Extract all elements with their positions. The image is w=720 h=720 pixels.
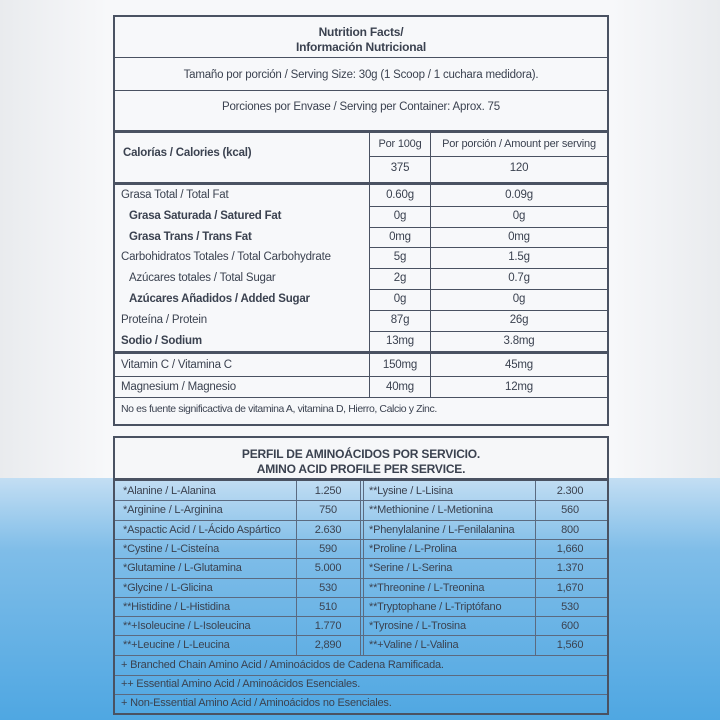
amino-value: 5.000 xyxy=(314,562,342,575)
calories-per-serving: 120 xyxy=(509,162,529,174)
vitamin-per100: 40mg xyxy=(386,380,414,393)
nutrient-per100: 0g xyxy=(393,293,407,305)
nutrient-per100: 0mg xyxy=(389,230,411,243)
nutrient-per100: 0g xyxy=(393,209,407,222)
amino-name: *Cystine / L-Cisteína xyxy=(123,542,220,555)
nutrient-per100: 5g xyxy=(393,251,407,264)
amino-title-en: AMINO ACID PROFILE PER SERVICE. xyxy=(256,462,466,476)
nutrient-label: Proteína / Protein xyxy=(121,313,207,326)
nutrient-per100: 87g xyxy=(390,313,410,326)
amino-value: 1,670 xyxy=(556,581,584,594)
amino-name: **+Isoleucine / L-Isoleucina xyxy=(123,620,251,633)
servings-per-container: Porciones por Envase / Serving per Container: Aprox. 75 xyxy=(222,101,500,113)
amino-name: **Threonine / L-Treonina xyxy=(369,581,485,594)
amino-name: **Histidine / L-Histidina xyxy=(123,600,230,613)
calories-per100: 375 xyxy=(390,162,410,174)
nutrient-per-serving: 0.09g xyxy=(505,189,533,201)
amino-name: *Aspactic Acid / L-Ácido Aspártico xyxy=(123,523,281,536)
amino-value: 1.770 xyxy=(314,620,342,633)
amino-value: 1.370 xyxy=(556,562,584,575)
amino-title-es: PERFIL DE AMINOÁCIDOS POR SERVICIO. xyxy=(241,447,481,461)
amino-name: **Methionine / L-Metionina xyxy=(369,504,493,517)
amino-value: 2.300 xyxy=(556,485,584,497)
amino-value: 800 xyxy=(561,523,579,536)
calories-label: Calorías / Calories (kcal) xyxy=(123,147,252,159)
nutrient-per-serving: 0mg xyxy=(508,230,530,243)
amino-acid-panel xyxy=(113,436,609,715)
vitamin-label: Vitamin C / Vitamina C xyxy=(121,359,232,371)
nutrient-label: Azúcares Añadidos / Added Sugar xyxy=(129,293,310,305)
nutrient-per-serving: 3.8mg xyxy=(503,334,535,347)
nutrition-footnote: No es fuente significactiva de vitamina A, vitamina D, Hierro, Calcio y Zinc. xyxy=(121,403,437,415)
amino-legend-item: + Branched Chain Amino Acid / Aminoácidos de Cadena Ramificada. xyxy=(121,658,444,671)
amino-value: 1,660 xyxy=(556,542,584,555)
amino-name: *Glutamine / L-Glutamina xyxy=(123,562,242,575)
amino-value: 600 xyxy=(561,620,579,633)
nutrition-facts-panel xyxy=(113,15,609,426)
amino-name: *Proline / L-Prolina xyxy=(369,542,457,555)
amino-value: 750 xyxy=(319,504,337,517)
vitamin-per-serving: 12mg xyxy=(505,380,533,393)
nutrient-per-serving: 0g xyxy=(512,293,526,305)
vitamin-per-serving: 45mg xyxy=(505,359,533,371)
amino-name: **+Valine / L-Valina xyxy=(369,639,459,652)
nutrition-title-en: Nutrition Facts/ xyxy=(318,25,404,39)
amino-value: 2,890 xyxy=(314,639,342,652)
vitamin-label: Magnesium / Magnesio xyxy=(121,380,236,393)
nutrient-label: Grasa Total / Total Fat xyxy=(121,189,229,201)
nutrient-label: Grasa Saturada / Satured Fat xyxy=(129,209,282,222)
nutrient-per-serving: 1.5g xyxy=(508,251,530,264)
amino-name: **Lysine / L-Lisina xyxy=(369,485,453,497)
vitamin-per100: 150mg xyxy=(382,359,418,371)
amino-value: 530 xyxy=(561,600,579,613)
amino-name: **Tryptophane / L-Triptófano xyxy=(369,600,502,613)
nutrition-title-es: Información Nutricional xyxy=(295,40,427,54)
column-header-per-serving: Por porción / Amount per serving xyxy=(442,138,596,150)
serving-size: Tamaño por porción / Serving Size: 30g (1 Scoop / 1 cuchara medidora). xyxy=(183,69,539,81)
amino-legend-item: + Non-Essential Amino Acid / Aminoácidos no Esenciales. xyxy=(121,696,392,709)
amino-name: *Arginine / L-Arginina xyxy=(123,504,223,517)
amino-name: **+Leucine / L-Leucina xyxy=(123,639,230,652)
nutrient-label: Grasa Trans / Trans Fat xyxy=(129,230,252,243)
amino-name: *Tyrosine / L-Trosina xyxy=(369,620,466,633)
nutrient-per100: 0.60g xyxy=(386,189,414,201)
nutrient-label: Azúcares totales / Total Sugar xyxy=(129,272,276,285)
amino-name: *Serine / L-Serina xyxy=(369,562,453,575)
nutrient-label: Sodio / Sodium xyxy=(121,334,202,347)
amino-name: *Phenylalanine / L-Fenilalanina xyxy=(369,523,515,536)
amino-value: 530 xyxy=(319,581,337,594)
nutrient-per100: 13mg xyxy=(386,334,414,347)
amino-value: 1.250 xyxy=(314,485,342,497)
nutrient-per-serving: 26g xyxy=(509,313,529,326)
column-header-per100: Por 100g xyxy=(378,138,422,150)
nutrient-per-serving: 0g xyxy=(512,209,526,222)
nutrient-per-serving: 0.7g xyxy=(508,272,530,285)
amino-name: *Alanine / L-Alanina xyxy=(123,485,216,497)
amino-value: 2.630 xyxy=(314,523,342,536)
amino-value: 1,560 xyxy=(556,639,584,652)
nutrient-per100: 2g xyxy=(393,272,407,285)
nutrient-label: Carbohidratos Totales / Total Carbohydrate xyxy=(121,251,331,264)
amino-value: 510 xyxy=(319,600,337,613)
amino-name: *Glycine / L-Glicina xyxy=(123,581,213,594)
amino-legend-item: ++ Essential Amino Acid / Aminoácidos Esenciales. xyxy=(121,677,361,690)
amino-value: 560 xyxy=(561,504,579,517)
amino-value: 590 xyxy=(319,542,337,555)
